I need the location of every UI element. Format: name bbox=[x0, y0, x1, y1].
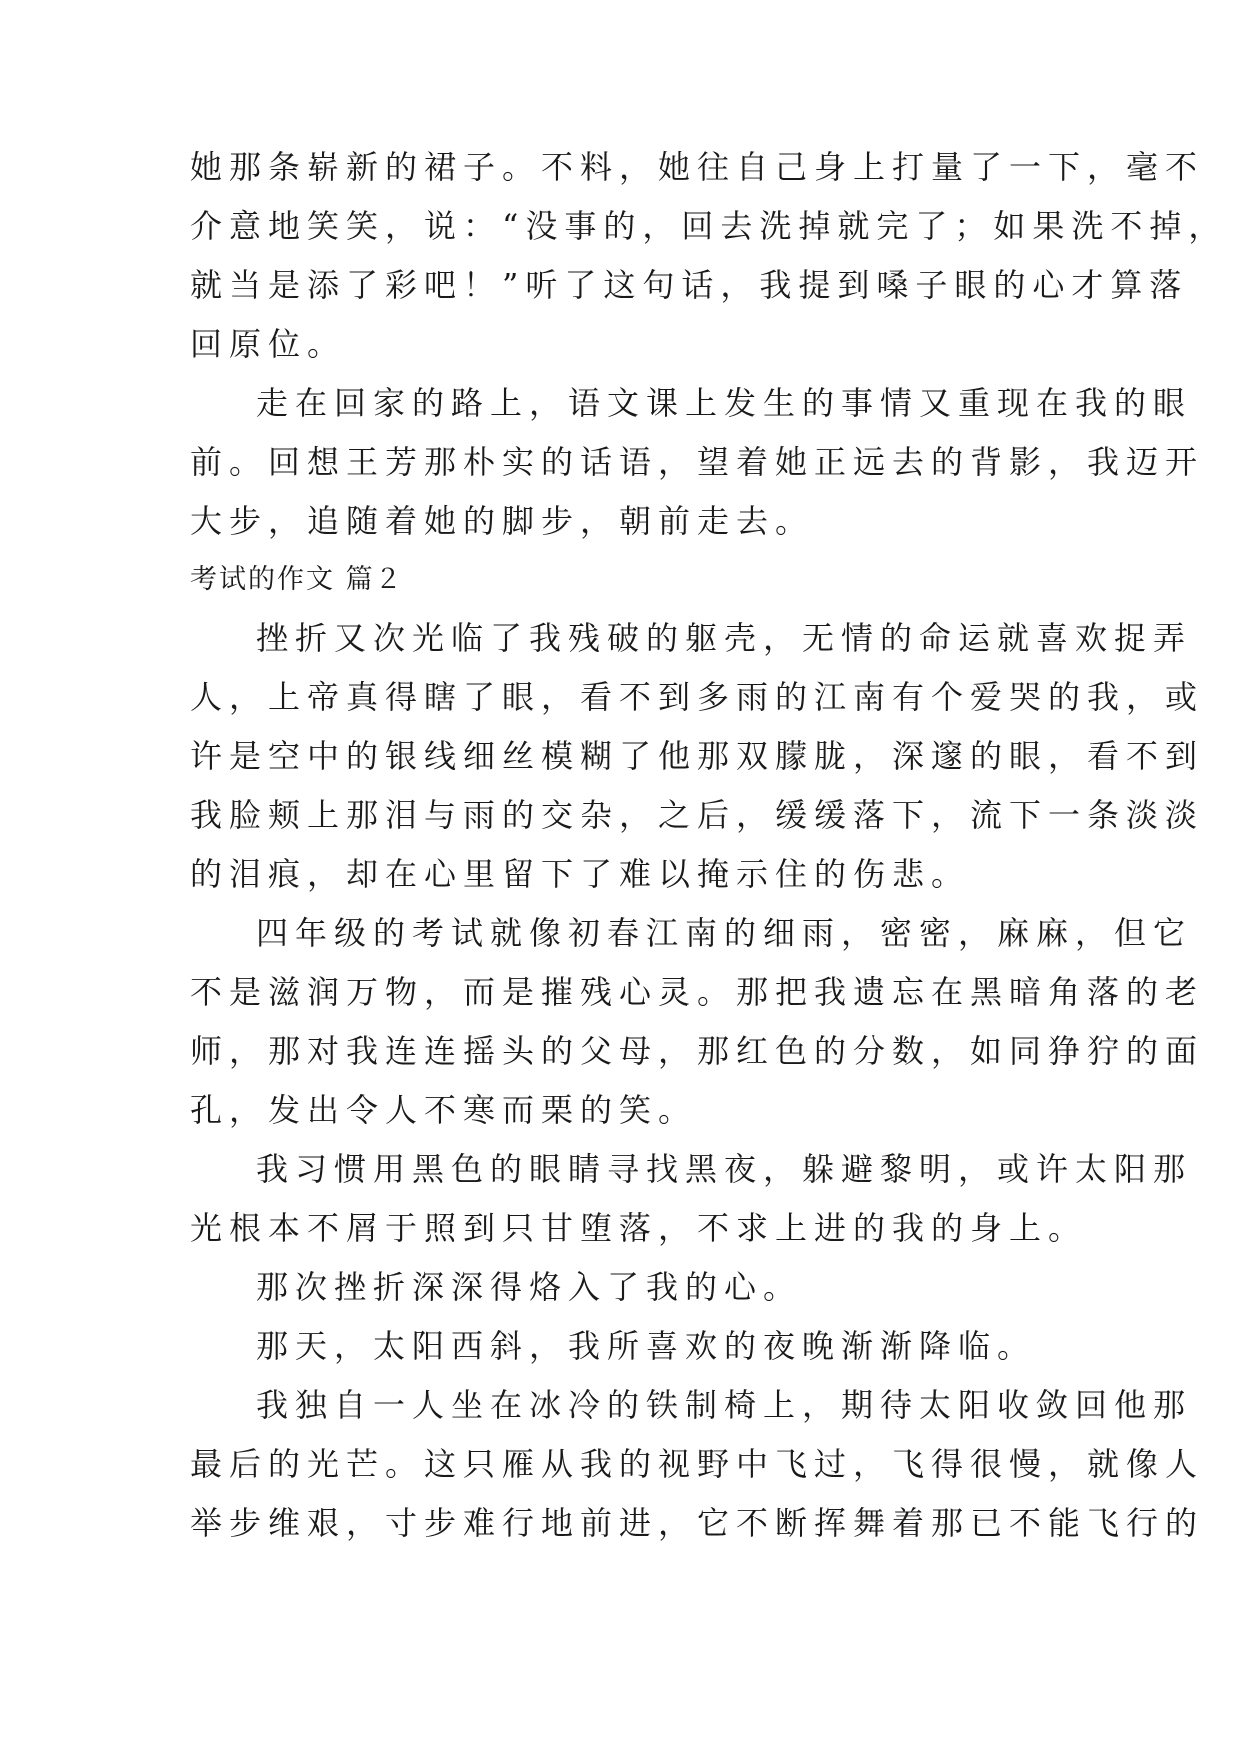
paragraph-start-line: 那次挫折深深得烙入了我的心。 bbox=[256, 1268, 803, 1306]
text-line: 最后的光芒。这只雁从我的视野中飞过，飞得很慢，就像人 bbox=[190, 1445, 1205, 1483]
paragraph-start-line: 走在回家的路上，语文课上发生的事情又重现在我的眼 bbox=[256, 384, 1193, 422]
text-line: 许是空中的银线细丝模糊了他那双朦胧，深邃的眼，看不到 bbox=[190, 737, 1205, 775]
text-line: 前。回想王芳那朴实的话语，望着她正远去的背影，我迈开 bbox=[190, 443, 1205, 481]
text-line: 师，那对我连连摇头的父母，那红色的分数，如同狰狞的面 bbox=[190, 1032, 1205, 1070]
paragraph-start-line: 挫折又次光临了我残破的躯壳，无情的命运就喜欢捉弄 bbox=[256, 619, 1193, 657]
paragraph-start-line: 我习惯用黑色的眼睛寻找黑夜，躲避黎明，或许太阳那 bbox=[256, 1150, 1193, 1188]
text-line: 介意地笑笑，说：“没事的，回去洗掉就完了；如果洗不掉， bbox=[190, 207, 1228, 245]
paragraph-start-line: 我独自一人坐在冰冷的铁制椅上，期待太阳收敛回他那 bbox=[256, 1386, 1193, 1424]
paragraph-start-line: 那天，太阳西斜，我所喜欢的夜晚渐渐降临。 bbox=[256, 1327, 1037, 1365]
text-line: 不是滋润万物，而是摧残心灵。那把我遗忘在黑暗角落的老 bbox=[190, 973, 1205, 1011]
essay-body bbox=[190, 138, 1228, 1553]
text-line: 我脸颊上那泪与雨的交杂，之后，缓缓落下，流下一条淡淡 bbox=[190, 796, 1205, 834]
text-line: 回原位。 bbox=[190, 325, 347, 363]
text-line: 举步维艰，寸步难行地前进，它不断挥舞着那已不能飞行的 bbox=[190, 1504, 1205, 1542]
text-line: 光根本不屑于照到只甘堕落，不求上进的我的身上。 bbox=[190, 1209, 1088, 1247]
paragraph-start-line: 四年级的考试就像初春江南的细雨，密密，麻麻，但它 bbox=[256, 914, 1193, 952]
text-line: 孔，发出令人不寒而栗的笑。 bbox=[190, 1091, 698, 1129]
text-line: 大步，追随着她的脚步，朝前走去。 bbox=[190, 502, 815, 540]
text-line: 人，上帝真得瞎了眼，看不到多雨的江南有个爱哭的我，或 bbox=[190, 678, 1205, 716]
text-line: 的泪痕，却在心里留下了难以掩示住的伤悲。 bbox=[190, 855, 971, 893]
text-line: 就当是添了彩吧！”听了这句话，我提到嗓子眼的心才算落 bbox=[190, 266, 1189, 304]
section-heading: 考试的作文 篇２ bbox=[190, 564, 404, 595]
text-line: 她那条崭新的裙子。不料，她往自己身上打量了一下，毫不 bbox=[190, 148, 1205, 186]
